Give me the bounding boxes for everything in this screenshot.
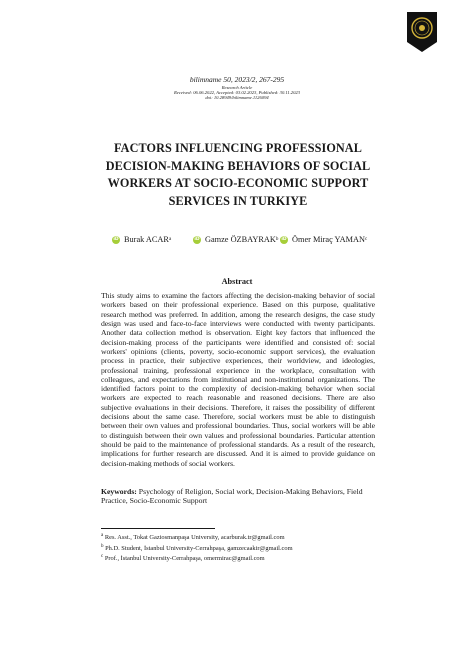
author-2[interactable] — [193, 235, 278, 244]
footnote-text: Prof., İstanbul University-Cerrahpaşa, omermirac@gmail.com — [104, 555, 265, 563]
award-badge-icon — [404, 12, 440, 52]
footnote-2 — [101, 543, 401, 554]
keywords-text: Psychology of Religion, Social work, Decision-Making Behaviors, Field Practice, Socio-Economic Support — [101, 487, 363, 506]
article-dates: Received: 06.06.2022, Accepted: 03.02.2023, Published: 30.11.2023 — [174, 89, 300, 95]
author-mark: b — [275, 237, 279, 242]
author-list — [0, 235, 474, 249]
footnote-divider — [101, 528, 215, 529]
journal-citation: bilimname 50, 2023/2, 267-295 — [189, 75, 285, 84]
paper-title: FACTORS INFLUENCING PROFESSIONAL DECISION-MAKING BEHAVIORS OF SOCIAL WORKERS AT SOCIO-ECONOMIC SUPPORT SERVICES IN TURKIYE — [105, 141, 371, 208]
author-3[interactable] — [280, 235, 367, 244]
author-name: Gamze ÖZBAYRAK — [205, 235, 276, 244]
footnotes — [101, 532, 401, 564]
footnote-text: Ph.D. Student, İstanbul University-Cerrahpaşa, gamzecaakir@gmail.com — [105, 544, 293, 552]
footnote-text: Res. Asst., Tokat Gaziosmanpaşa University, acarburak.tr@gmail.com — [104, 534, 285, 541]
author-1[interactable] — [112, 235, 171, 244]
article-doi: doi: 10.28949/bilimname.1126094 — [205, 95, 269, 101]
author-name: Ömer Miraç YAMAN — [292, 235, 365, 244]
article-type: Research Article — [221, 84, 253, 90]
author-name: Burak ACAR — [124, 235, 169, 244]
footnote-1 — [101, 532, 401, 543]
keywords — [101, 487, 375, 506]
abstract-text: This study aims to examine the factors affecting the decision-making behavior of social workers based on their professional experience. Based on this purpose, qualitative research method was preferred. In addition, among the research designs, the case study design was used and face-to-face interviews were conducted with twenty participants. Another data collection method is observation. Eight key factors that influenced the decision-making process of the participants were identified and consisted of: social workers' opinions (clients, poverty, socio-economic support services), the evaluation process in practice, their subjective experiences, their worldview, and ideologies, professional training, professional experience in the workplace, consultation with colleagues, and expectations from institutional and non-institutional organizations. The identified factors point to the complexity of decision-making behavior when social workers are expected to reach reasonable and reasoned decisions. There are also subjective evaluations in their decisions. Therefore, it raises the possibility of different decisions about the same case. Therefore, social workers must be able to distinguish between their own values and professional boundaries. Thus, social workers will be able to distinguish between their own values and professional boundaries. Particular attention should be paid to the maintenance of professional standards. As a result of the research, implications for further research are discussed. And it is aimed to provide guidance on decision-making methods of social workers. — [101, 291, 375, 468]
journal-header — [0, 76, 474, 100]
footnote-mark: a — [101, 533, 104, 538]
footnote-3 — [101, 553, 401, 564]
author-mark: c — [364, 237, 368, 242]
orcid-icon[interactable]: iD — [113, 236, 119, 242]
orcid-icon[interactable]: iD — [281, 236, 287, 242]
footnote-mark: c — [101, 554, 104, 560]
orcid-icon[interactable]: iD — [194, 236, 200, 242]
keywords-label: Keywords: — [101, 487, 137, 496]
author-mark: a — [168, 237, 172, 242]
footnote-mark: b — [101, 543, 104, 549]
abstract-heading: Abstract — [221, 277, 253, 286]
